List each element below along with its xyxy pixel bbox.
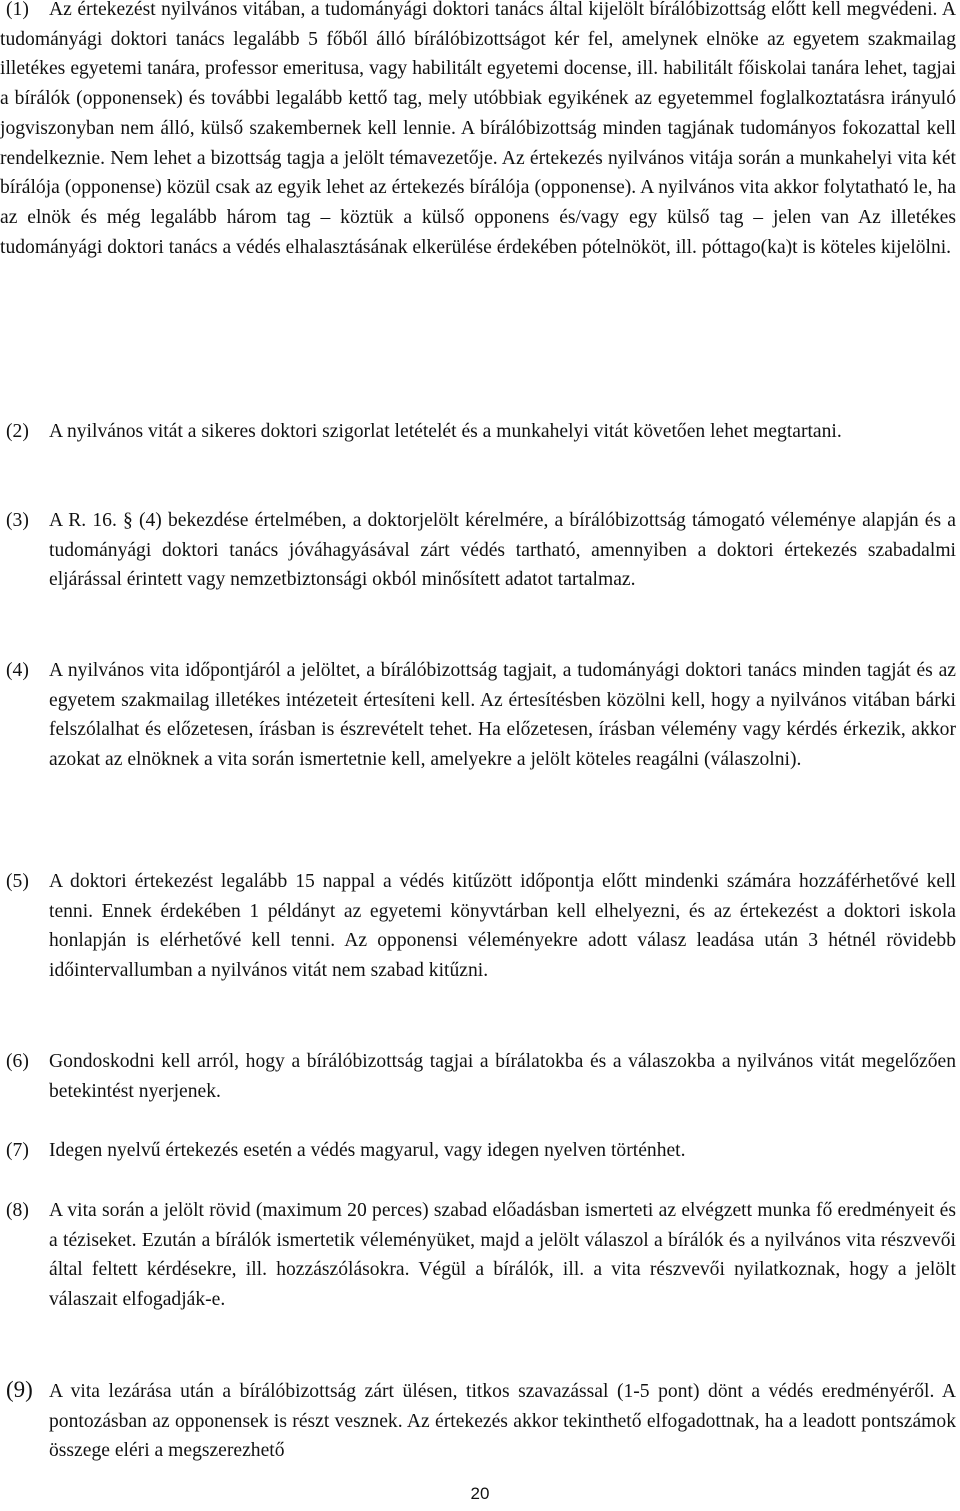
paragraph-number: (1)	[6, 0, 29, 20]
paragraph-3	[0, 506, 960, 595]
paragraph-number: (2)	[6, 421, 29, 442]
paragraph-number: (6)	[6, 1051, 29, 1072]
paragraph-number: (9)	[6, 1377, 33, 1402]
paragraph-text: Az értekezést nyilvános vitában, a tudományági doktori tanács által kijelölt bírálóbizottság előtt kell megvédeni. A tudományági doktori tanács legalább 5 főből álló bírálóbizottságot kér fel, amelynek elnöke az egyetem szakmailag illetékes egyetemi tanára, professor emeritusa, vagy habilitált egyetemi docense, ill. habilitált főiskolai tanára lehet, tagjai a bírálók (opponensek) és további legalább kettő tag, mely utóbbiak egyikének az egyetemmel foglalkoztatásra irányuló jogviszonyban nem álló, külső szakembernek kell lennie. A bírálóbizottság minden tagjának tudományos fokozattal kell rendelkeznie. Nem lehet a bizottság tagja a jelölt témavezetője. Az értekezés nyilvános vitája során a munkahelyi vita két bírálója (opponense) közül csak az egyik lehet az értekezés bírálója (opponense). A nyilvános vita akkor folytatható le, ha az elnök és még legalább három tag – köztük a külső opponens és/vagy egy külső tag – jelen van Az illetékes tudományági doktori tanács a védés elhalasztásának elkerülése érdekében pótelnököt, ill. póttago(ka)t is köteles kijelölni.	[0, 0, 956, 258]
paragraph-number: (8)	[6, 1200, 29, 1221]
paragraph-text: A nyilvános vitát a sikeres doktori szigorlat letételét és a munkahelyi vitát követően lehet megtartani.	[49, 421, 842, 442]
paragraph-5	[0, 867, 960, 986]
paragraph-text: Idegen nyelvű értekezés esetén a védés magyarul, vagy idegen nyelven történhet.	[49, 1140, 686, 1161]
paragraph-text: A R. 16. § (4) bekezdése értelmében, a doktorjelölt kérelmére, a bírálóbizottság támogató véleménye alapján és a tudományági doktori tanács jóváhagyásával zárt védés tartható, amennyiben a doktori értekezés szabadalmi eljárással érintett vagy nemzetbiztonsági okból minősített adatot tartalmaz.	[49, 510, 956, 591]
paragraph-7	[0, 1136, 960, 1166]
paragraph-number: (7)	[6, 1140, 29, 1161]
paragraph-number: (4)	[6, 660, 29, 681]
paragraph-text: A vita során a jelölt rövid (maximum 20 perces) szabad előadásban ismerteti az elvégzett munka fő eredményeit és a téziseket. Ezután a bírálók ismertetik véleményüket, majd a jelölt válaszol a bírálók és a nyilvános vita részvevői által feltett kérdésekre, ill. hozzászólásokra. Végül a bírálók, ill. a vita részvevői nyilatkoznak, hogy a jelölt válaszait elfogadják-e.	[49, 1200, 956, 1311]
paragraph-number: (5)	[6, 871, 29, 892]
paragraph-8	[0, 1196, 960, 1315]
paragraph-9	[0, 1377, 960, 1466]
paragraph-6	[0, 1047, 960, 1106]
paragraph-text: A vita lezárása után a bírálóbizottság zárt ülésen, titkos szavazással (1-5 pont) dönt a védés eredményéről. A pontozásban az opponensek is részt vesznek. Az értekezés akkor tekinthető elfogadottnak, ha a leadott pontszámok összege eléri a megszerezhető	[49, 1381, 956, 1462]
paragraph-2	[0, 417, 960, 447]
paragraph-4	[0, 656, 960, 775]
page-number: 20	[470, 1484, 490, 1503]
paragraph-text: A nyilvános vita időpontjáról a jelöltet, a bírálóbizottság tagjait, a tudományági doktori tanács minden tagját és az egyetem szakmailag illetékes intézeteit értesíteni kell. Az értesítésben közölni kell, hogy a nyilvános vitában bárki felszólalhat és előzetesen, írásban is észrevételt tehet. Ha előzetesen, írásban vélemény vagy kérdés érkezik, akkor azokat az elnöknek a vita során ismertetnie kell, amelyekre a jelölt köteles reagálni (válaszolni).	[49, 660, 956, 771]
paragraph-number: (3)	[6, 510, 29, 531]
paragraph-1	[0, 0, 960, 262]
paragraph-text: A doktori értekezést legalább 15 nappal a védés kitűzött időpontja előtt mindenki számára hozzáférhetővé kell tenni. Ennek érdekében 1 példányt az egyetemi könyvtárban kell elhelyezni, és az értekezést a doktori iskola honlapján is elérhetővé kell tenni. Az opponensi véleményekre adott válasz leadása után 3 hétnél rövidebb időintervallumban a nyilvános vitát nem szabad kitűzni.	[49, 871, 956, 982]
paragraph-text: Gondoskodni kell arról, hogy a bírálóbizottság tagjai a bírálatokba és a válaszokba a nyilvános vitát megelőzően betekintést nyerjenek.	[49, 1051, 956, 1102]
